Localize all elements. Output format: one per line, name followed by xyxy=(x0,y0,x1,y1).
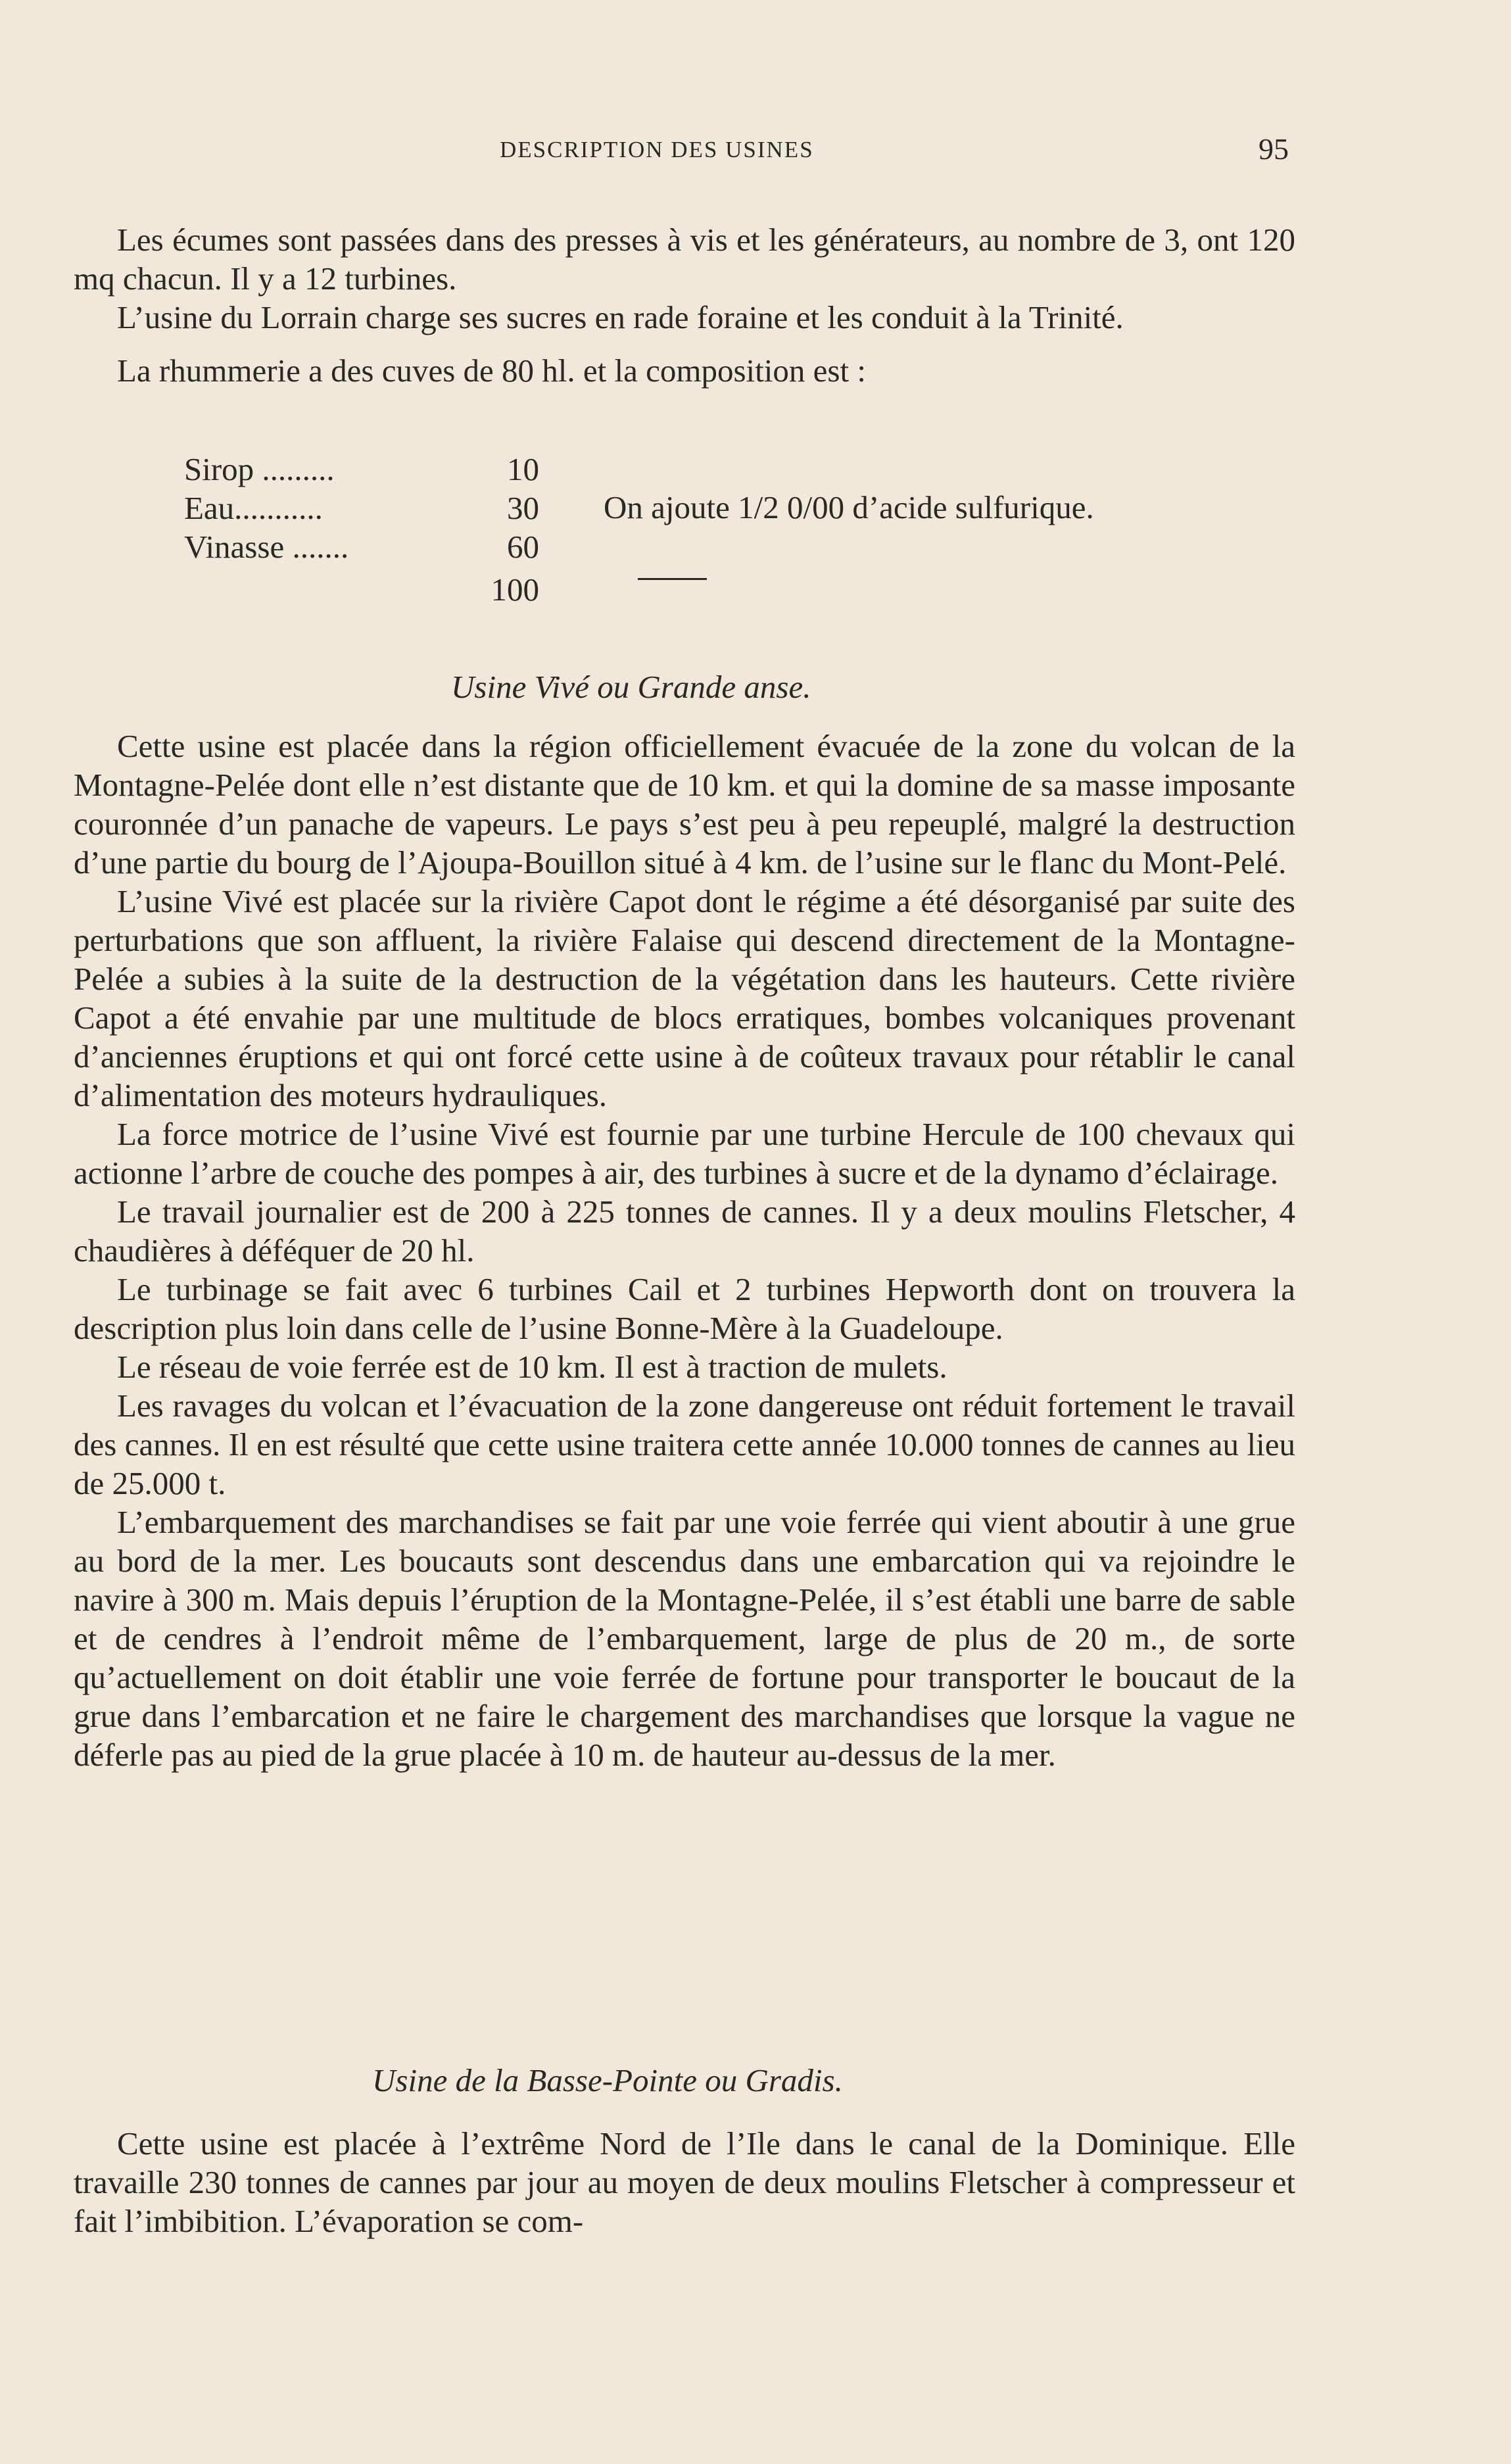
paragraph: Les écumes sont passées dans des presses à vis et les générateurs, au nombre de 3, ont 120 mq chacun. Il y a 12 turbines. xyxy=(74,222,1295,297)
recipe-value: 30 xyxy=(507,490,539,526)
sum-rule xyxy=(638,578,707,580)
paragraph: Le réseau de voie ferrée est de 10 km. Il est à traction de mulets. xyxy=(117,1349,947,1385)
paragraph: L’embarquement des marchandises se fait par une voie ferrée qui vient aboutir à une grue au bord de la mer. Les boucauts sont descendus dans une embarcation qui va rejoindre le navire à 300 m. Mais depuis l’éruption de la Montagne-Pelée, il s’est établi une barre de sable et de cendres à l’endroit même de l’embarquement, large de plus de 20 m., de sorte qu’actuellement on doit établir une voie ferrée de fortune pour transporter le boucaut de la grue dans l’embarcation et ne faire le chargement des marchandises que lorsque la vague ne déferle pas au pied de la grue placée à 10 m. de hauteur au-dessus de la mer. xyxy=(74,1504,1295,1773)
paragraph: Le turbinage se fait avec 6 turbines Cail et 2 turbines Hepworth dont on trouvera la description plus loin dans celle de l’usine Bonne-Mère à la Guadeloupe. xyxy=(74,1271,1295,1346)
recipe-label: Vinasse ....... xyxy=(184,529,349,565)
recipe-row xyxy=(184,527,539,566)
paragraph: Cette usine est placée à l’extrême Nord de l’Ile dans le canal de la Dominique. Elle travaille 230 tonnes de cannes par jour au moyen de deux moulins Fletscher à compresseur et fait l’imbibition. L’évaporation se com- xyxy=(74,2125,1295,2239)
recipe-value: 60 xyxy=(507,529,539,565)
recipe-total: 100 xyxy=(491,571,539,608)
section-title: Usine de la Basse-Pointe ou Gradis. xyxy=(372,2062,843,2098)
recipe-row xyxy=(184,450,539,489)
section-title: Usine Vivé ou Grande anse. xyxy=(451,669,811,705)
recipe-note: On ajoute 1/2 0/00 d’acide sulfurique. xyxy=(604,489,1094,525)
recipe-table xyxy=(184,450,539,609)
section-body xyxy=(74,727,1295,1774)
recipe-label: Eau........... xyxy=(184,490,323,526)
page-number: 95 xyxy=(1259,132,1289,166)
recipe-total-row xyxy=(184,570,539,609)
paragraph: L’usine du Lorrain charge ses sucres en rade foraine et les conduit à la Trinité. xyxy=(117,299,1124,335)
recipe-row xyxy=(184,489,539,527)
intro-block xyxy=(74,220,1295,390)
paragraph: Cette usine est placée dans la région officiellement évacuée de la zone du volcan de la Montagne-Pelée dont elle n’est distante que de 10 km. et qui la domine de sa masse imposante couronnée d’un panache de vapeurs. Le pays s’est peu à peu repeuplé, malgré la destruction d’une partie du bourg de l’Ajoupa-Bouillon situé à 4 km. de l’usine sur le flanc du Mont-Pelé. xyxy=(74,728,1295,881)
recipe-value: 10 xyxy=(507,451,539,487)
section-body xyxy=(74,2124,1295,2240)
recipe-label: Sirop ......... xyxy=(184,451,335,487)
running-title: DESCRIPTION DES USINES xyxy=(500,137,814,162)
paragraph: La rhummerie a des cuves de 80 hl. et la composition est : xyxy=(117,352,866,389)
paragraph: La force motrice de l’usine Vivé est fournie par une turbine Hercule de 100 chevaux qui actionne l’arbre de couche des pompes à air, des turbines à sucre et de la dynamo d’éclairage. xyxy=(74,1116,1295,1191)
paragraph: Le travail journalier est de 200 à 225 tonnes de cannes. Il y a deux moulins Fletscher, 4 chaudières à déféquer de 20 hl. xyxy=(74,1194,1295,1268)
paragraph: Les ravages du volcan et l’évacuation de la zone dangereuse ont réduit fortement le travail des cannes. Il en est résulté que cette usine traitera cette année 10.000 tonnes de cannes au lieu de 25.000 t. xyxy=(74,1388,1295,1501)
paragraph: L’usine Vivé est placée sur la rivière Capot dont le régime a été désorganisé par suite des perturbations que son affluent, la rivière Falaise qui descend directement de la Montagne-Pelée a subies à la suite de la destruction de la végétation dans les hauteurs. Cette rivière Capot a été envahie par une multitude de blocs erratiques, bombes volcaniques provenant d’anciennes éruptions et qui ont forcé cette usine à de coûteux travaux pour rétablir le canal d’alimentation des moteurs hydrauliques. xyxy=(74,883,1295,1113)
